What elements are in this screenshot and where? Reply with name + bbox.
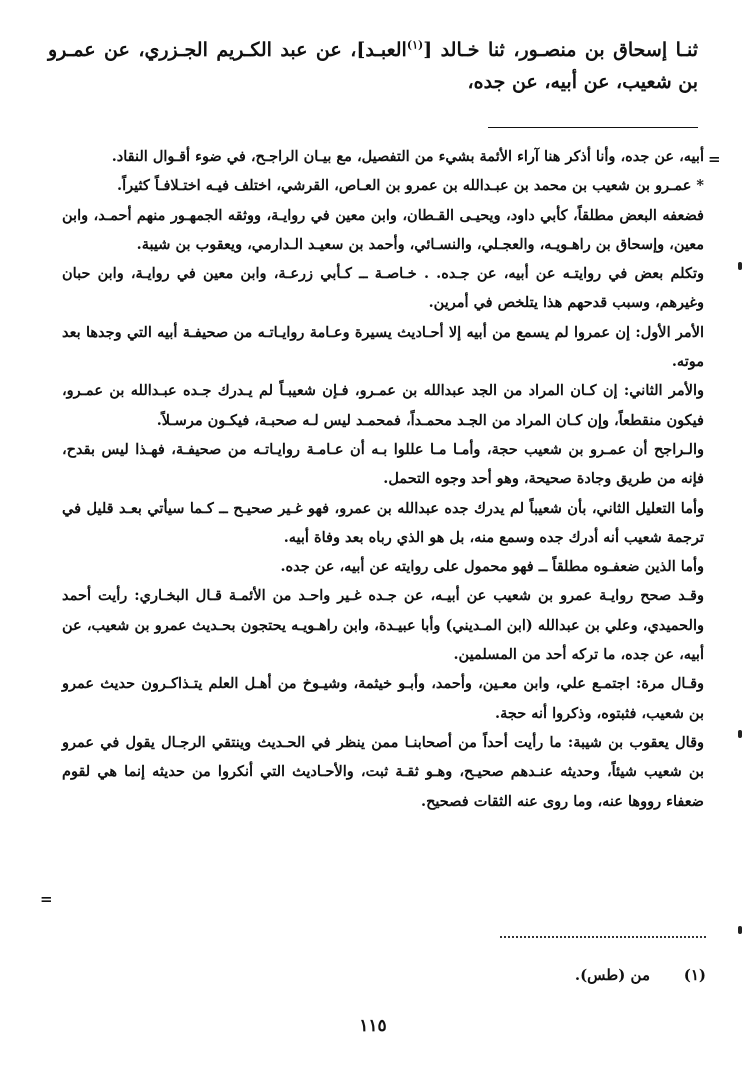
scan-edge-mark (738, 730, 742, 738)
footnote-reference[interactable]: (١) (406, 38, 424, 52)
footnote-separator (500, 936, 706, 938)
commentary-paragraph: والـراجح أن عمـرو بن شعيب حجة، وأمـا مـا عللوا بـه أن عـامـة روايـاتـه من صحيفـة، فهـذا ليس بقدح، فإنه من طريق وجادة صحيحة، وهو أحد وجوه التحمل. (62, 440, 704, 488)
page-number: ١١٥ (359, 1016, 387, 1036)
footnote (380, 964, 706, 986)
commentary-paragraph: فضعفه البعض مطلقاً، كأبي داود، ويحيـى القـطان، وابن معين في روايـة، ووثقه الجمهـور منهم أحمـد، وابن معين، وإسحاق بن راهـويـه، والعجـلي، والنسـائي، وأحمد بن سعيـد الـدارمي، ويعقوب بن شيبة. (62, 206, 704, 253)
commentary-paragraph: وأما الذين ضعفـوه مطلقاً ــ فهو محمول على روايته عن أبيه، عن جده. (280, 558, 704, 576)
commentary-paragraph: والأمر الثاني: إن كـان المراد من الجد عبدالله بن عمـرو، فـإن شعيبـاً لم يـدرك جـده عبـدالله بن عمـرو، فيكون منقطعاً، وإن كـان المراد من الجـد محمـداً، فمحمـد ليس لـه صحبـة، فيكـون مرسـلاً. (62, 382, 704, 429)
continuation-mark-top: = (708, 150, 721, 168)
commentary-paragraph: أبيه، عن جده، وأنا أذكر هنا آراء الأئمة بشيء من التفصيل، مع بيـان الراجـح، في ضوء أقـوال النقاد. (111, 148, 704, 165)
footnote-number: (١) (683, 966, 706, 984)
commentary-paragraph: الأمر الأول: إن عمروا لم يسمع من أبيه إلا أحـاديث يسيرة وعـامة روايـاتـه من صحيفـة أبيه التي وجدها بعد موته. (62, 323, 704, 371)
main-paragraph (48, 34, 698, 98)
commentary-paragraph: * عمـرو بن شعيب بن محمد بن عبـدالله بن عمرو بن العـاص، القرشي، اختلف فيـه اختـلافـاً كثيراً. (117, 177, 704, 195)
commentary-paragraph: وأما التعليل الثاني، بأن شعيباً لم يدرك جده عبدالله بن عمرو، فهو غـير صحيـح ــ كـما سيأتي بعـد قليل في ترجمة شعيب أنه أدرك جده وسمع منه، بل هو الذي رباه بعد وفاة أبيه. (62, 499, 704, 546)
separator-rule (488, 127, 698, 128)
commentary-block (62, 142, 704, 816)
scan-edge-mark (738, 262, 742, 270)
main-text-part-1: ثنـا إسحاق بن منصـور، ثنا خـالد [ (423, 39, 698, 61)
main-text (48, 34, 698, 98)
commentary-paragraph: وقال يعقوب بن شيبة: ما رأيت أحداً من أصحابنـا ممن ينظر في الحـديث وينتقي الرجـال يقول في عمرو بن شعيب شيئاً، وحديثه عنـدهم صحيـح، وهـو ثقـة ثبت، والأحـاديث التي أنكروا من حديثه إنما هي لقوم ضعفاء رووها عنه، وما روى عنه الثقات فصحيح. (62, 733, 704, 810)
footnote-text: من (طس). (574, 966, 650, 984)
commentary-paragraph: وتكلم بعض في روايتـه عن أبيه، عن جـده. . خـاصـة ــ كـأبي زرعـة، وابن معين في روايـة، وابن حبان وغيرهم، وسبب قدحهم هذا يتلخص في أمرين. (62, 265, 704, 312)
commentary-paragraph: وقـد صحح روايـة عمرو بن شعيب عن أبيـه، عن جـده غـير واحـد من الأئمـة قـال البخـاري: رأيت أحمد والحميدي، وعلي بن عبدالله (ابن المـديني) وأبا عبيـدة، وابن راهـويـه يحتجون بحـديث عمرو بن شعيب، عن أبيه، عن جده، ما تركه أحد من المسلمين. (62, 587, 704, 664)
commentary-paragraph: وقـال مرة: اجتمـع علي، وابن معـين، وأحمد، وأبـو خيثمة، وشيـوخ من أهـل العلم يتـذاكـرون حديث عمرو بن شعيب، فثبتوه، وذكروا أنه حجة. (62, 675, 704, 722)
continuation-mark-bottom: = (40, 890, 53, 908)
scan-edge-mark (738, 926, 742, 934)
main-text-part-2: العبـد]، عن عبد الكـريم الجـزري، عن عمـرو بن شعيب، عن أبيه، عن جده، (48, 39, 698, 93)
